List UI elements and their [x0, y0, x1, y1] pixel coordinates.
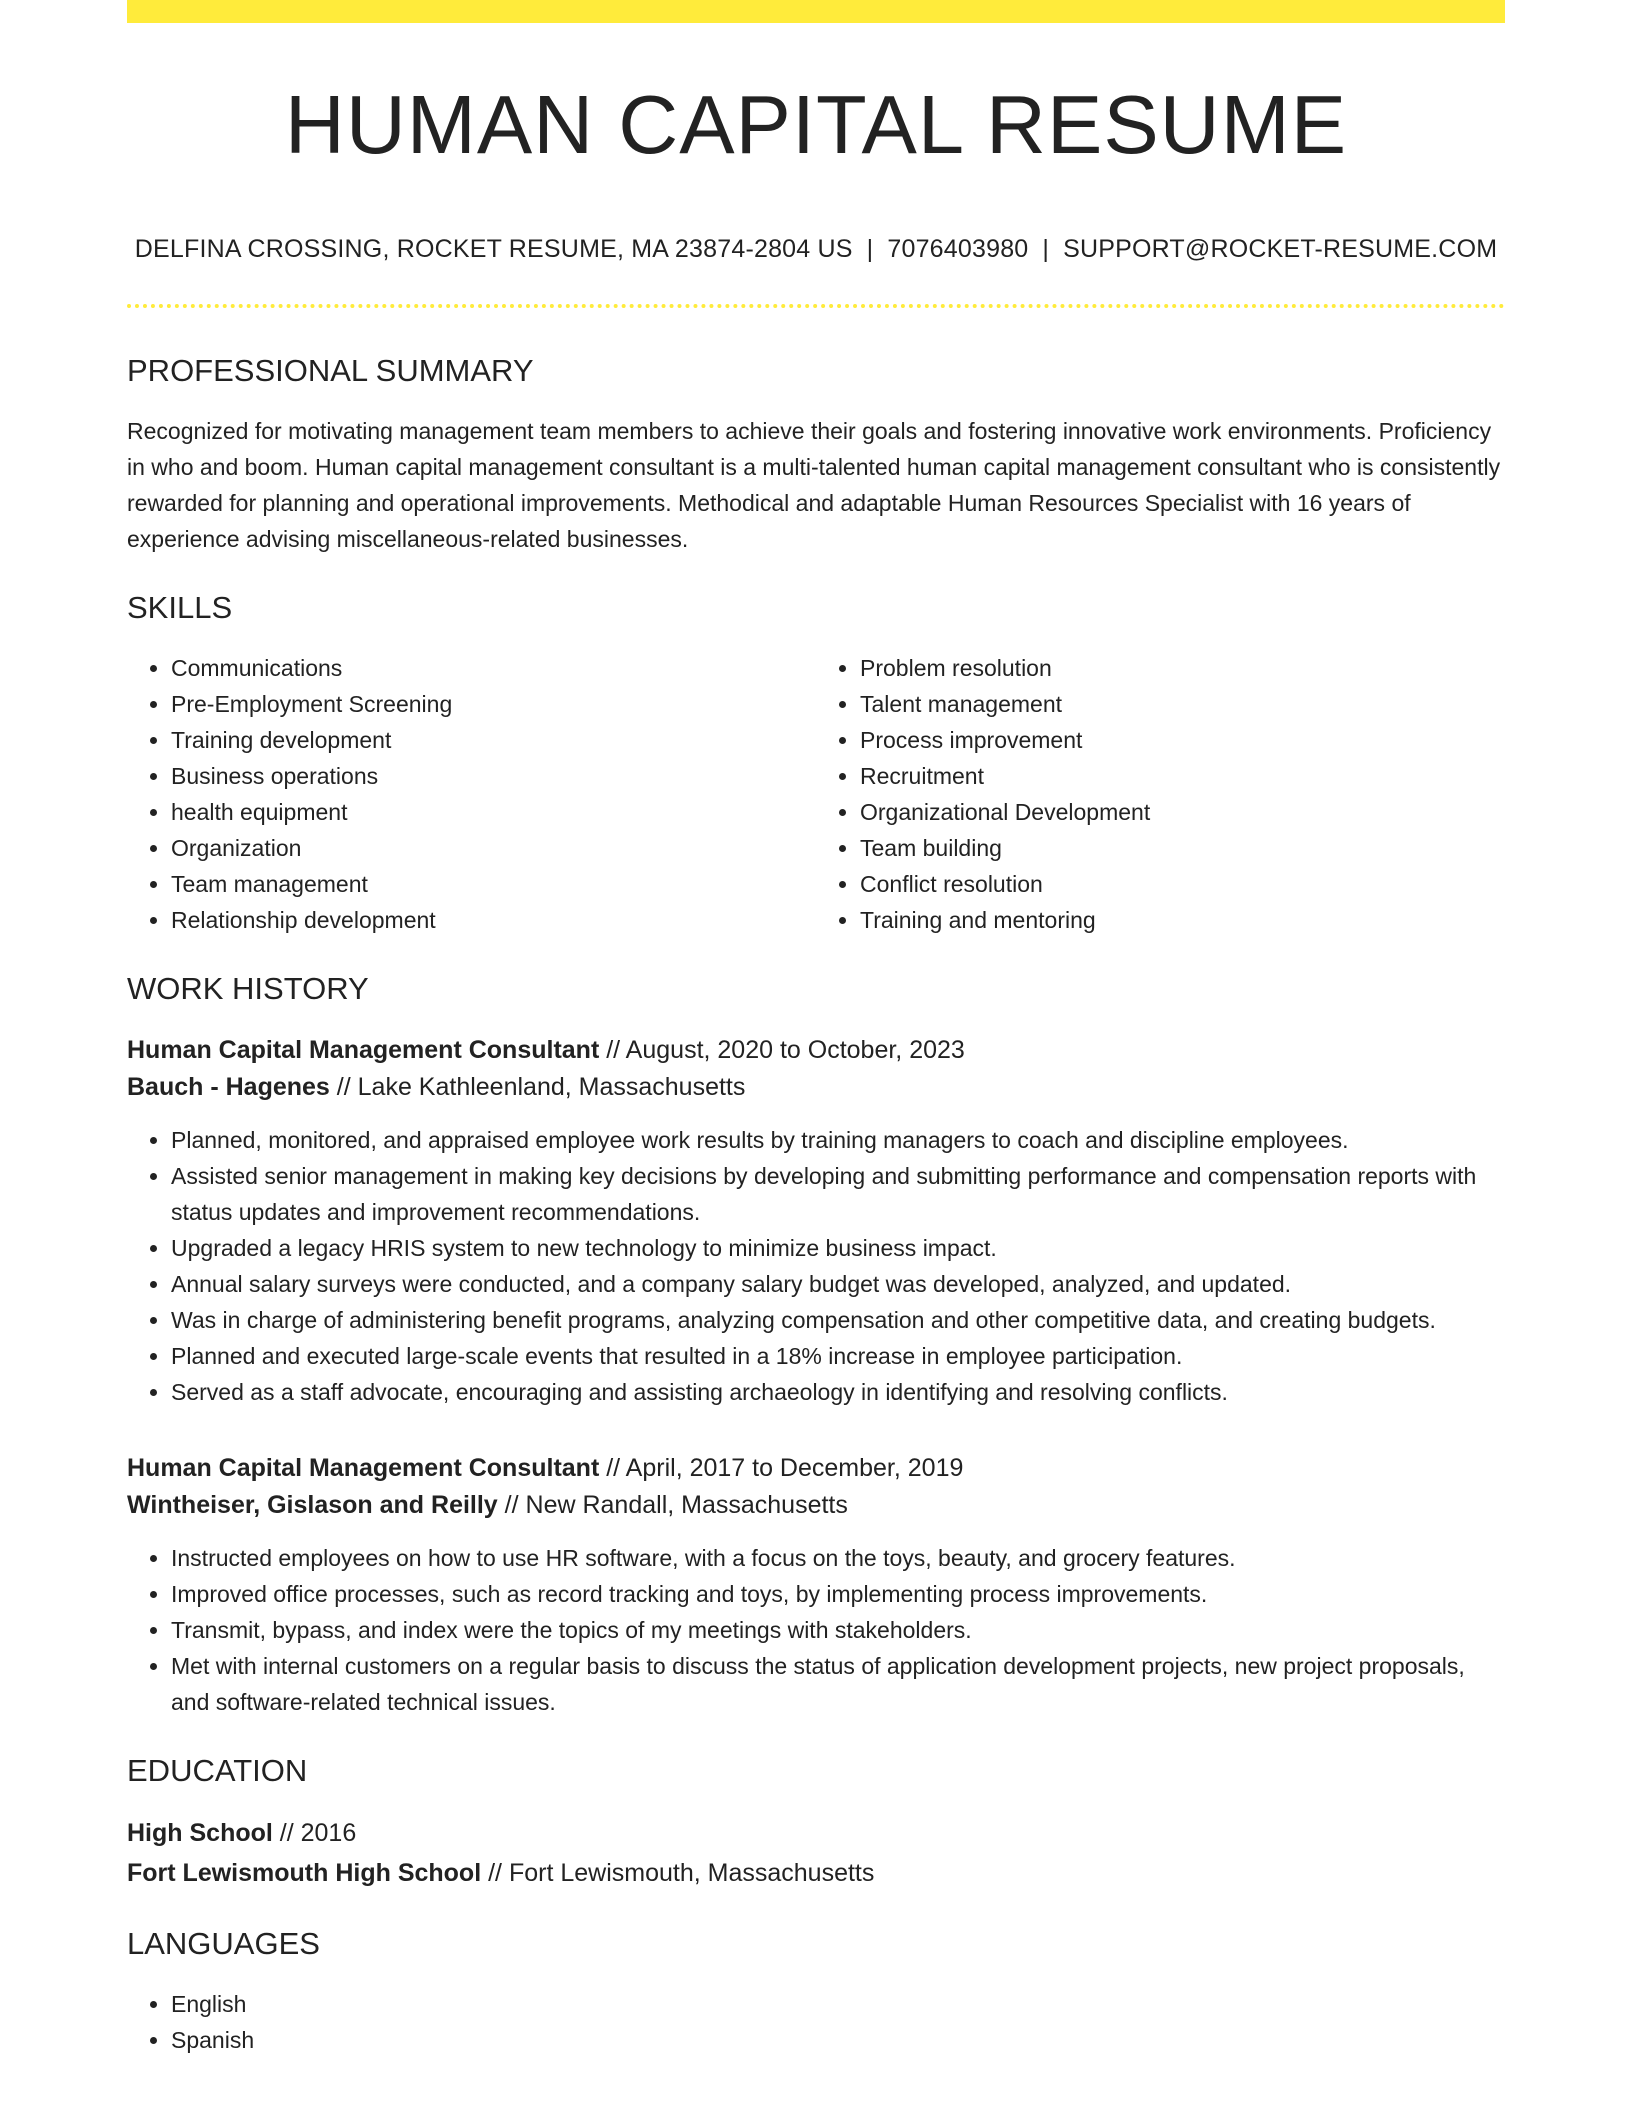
education-location: // Fort Lewismouth, Massachusetts [488, 1858, 875, 1887]
skill-item: • Process improvement [860, 722, 1505, 758]
education-entry [127, 1813, 1505, 1893]
job-bullet: • Planned and executed large-scale events that resulted in a 18% increase in employee participation. [171, 1338, 1505, 1374]
job-bullets [127, 1122, 1505, 1410]
job-title-line [127, 1450, 1505, 1487]
skill-item: • Training and mentoring [860, 902, 1505, 938]
skill-item: • Organization [171, 830, 816, 866]
job-company-line [127, 1487, 1505, 1524]
job-company: Bauch - Hagenes [127, 1072, 330, 1101]
skill-item: • Training development [171, 722, 816, 758]
languages-block [127, 1986, 1505, 2058]
job-location: // Lake Kathleenland, Massachusetts [336, 1072, 746, 1101]
work-history-heading: WORK HISTORY [127, 971, 369, 1007]
contact-line [127, 234, 1505, 264]
job-bullet: • Was in charge of administering benefit programs, analyzing compensation and other competitive data, and creating budgets. [171, 1302, 1505, 1338]
skills-list-right [816, 650, 1505, 938]
summary-heading: PROFESSIONAL SUMMARY [127, 353, 534, 388]
job-bullet: • Annual salary surveys were conducted, and a company salary budget was developed, analyzed, and updated. [171, 1266, 1505, 1302]
dotted-divider [127, 304, 1505, 308]
top-accent-bar [127, 0, 1505, 23]
job-bullet: • Instructed employees on how to use HR software, with a focus on the toys, beauty, and grocery features. [171, 1540, 1505, 1576]
job-company-line [127, 1069, 1505, 1106]
job-entry [127, 1032, 1505, 1410]
job-role: Human Capital Management Consultant [127, 1035, 600, 1064]
email: SUPPORT@ROCKET-RESUME.COM [1063, 235, 1498, 263]
summary-text: Recognized for motivating management team members to achieve their goals and fostering innovative work environments. Proficiency in who and boom. Human capital management consultant is a multi-talented human capital management consultant who is consistently rewarded for planning and operational improvements. Methodical and adaptable Human Resources Specialist with 16 years of experience advising miscellaneous-related businesses. [127, 418, 1501, 553]
job-bullets [127, 1540, 1505, 1720]
skill-item: • Team building [860, 830, 1505, 866]
separator: | [1042, 235, 1050, 263]
skill-item: • Organizational Development [860, 794, 1505, 830]
skill-item: • Problem resolution [860, 650, 1505, 686]
education-degree: High School [127, 1818, 273, 1847]
job-bullet: • Improved office processes, such as record tracking and toys, by implementing process improvements. [171, 1576, 1505, 1612]
languages-heading: LANGUAGES [127, 1925, 320, 1961]
job-company: Wintheiser, Gislason and Reilly [127, 1490, 498, 1519]
skill-item: • Business operations [171, 758, 816, 794]
skill-item: • Relationship development [171, 902, 816, 938]
job-title-line [127, 1032, 1505, 1069]
job-entry [127, 1450, 1505, 1720]
skill-item: • Team management [171, 866, 816, 902]
job-bullet: • Met with internal customers on a regular basis to discuss the status of application development projects, new project proposals, and software-related technical issues. [171, 1648, 1505, 1720]
resume-title: HUMAN CAPITAL RESUME [284, 78, 1348, 171]
skill-item: • health equipment [171, 794, 816, 830]
skill-item: • Recruitment [860, 758, 1505, 794]
job-bullet: • Upgraded a legacy HRIS system to new technology to minimize business impact. [171, 1230, 1505, 1266]
language-item: • Spanish [171, 2022, 1505, 2058]
phone: 7076403980 [887, 235, 1029, 263]
job-dates: // April, 2017 to December, 2019 [606, 1453, 964, 1482]
education-heading: EDUCATION [127, 1752, 308, 1788]
languages-list [127, 1986, 1505, 2058]
skill-item: • Talent management [860, 686, 1505, 722]
job-bullet: • Planned, monitored, and appraised employee work results by training managers to coach and discipline employees. [171, 1122, 1505, 1158]
skill-item: • Conflict resolution [860, 866, 1505, 902]
separator: | [866, 235, 874, 263]
skill-item: • Communications [171, 650, 816, 686]
education-year: // 2016 [279, 1818, 357, 1847]
job-role: Human Capital Management Consultant [127, 1453, 600, 1482]
language-item: • English [171, 1986, 1505, 2022]
skills-heading: SKILLS [127, 590, 233, 626]
skills-columns [127, 650, 1505, 938]
skills-list-left [127, 650, 816, 938]
job-dates: // August, 2020 to October, 2023 [606, 1035, 965, 1064]
skill-item: • Pre-Employment Screening [171, 686, 816, 722]
education-degree-line [127, 1813, 1505, 1853]
education-school-line [127, 1853, 1505, 1893]
address: DELFINA CROSSING, ROCKET RESUME, MA 23874-2804 US [134, 235, 853, 263]
job-bullet: • Transmit, bypass, and index were the topics of my meetings with stakeholders. [171, 1612, 1505, 1648]
education-school: Fort Lewismouth High School [127, 1858, 482, 1887]
job-location: // New Randall, Massachusetts [504, 1490, 848, 1519]
job-bullet: • Served as a staff advocate, encouraging and assisting archaeology in identifying and resolving conflicts. [171, 1374, 1505, 1410]
job-bullet: • Assisted senior management in making key decisions by developing and submitting performance and compensation reports with status updates and improvement recommendations. [171, 1158, 1505, 1230]
